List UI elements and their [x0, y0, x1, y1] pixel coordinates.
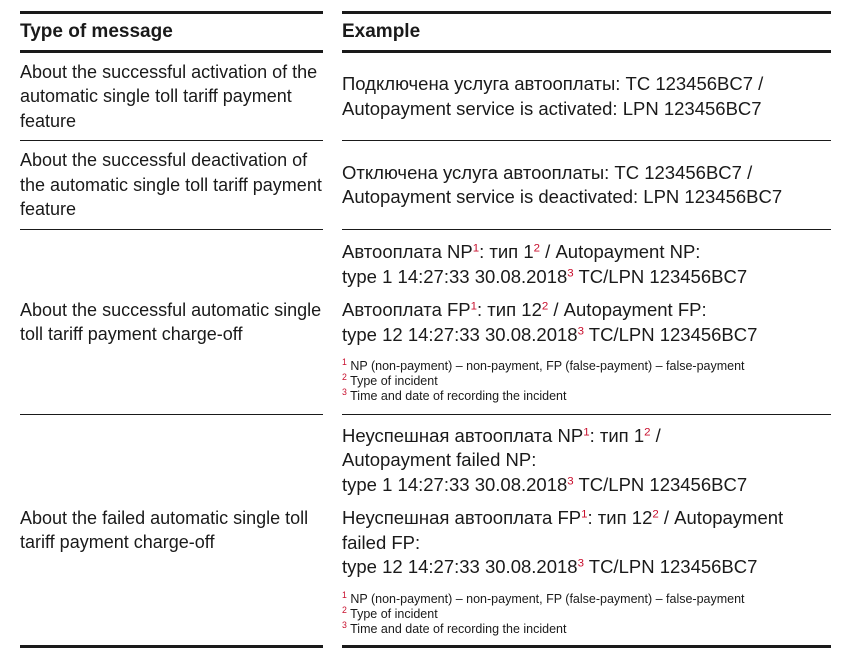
example-fp: Автооплата $FP^1$: тип $12^2$ / Autopayment FP: type 12 14:27:33 30.08.2018$^3$ TC/LPN 123456BC7	[342, 299, 758, 345]
row4-type: About the failed automatic single toll tariff payment charge-off	[20, 507, 309, 552]
row1-example: Подключена услуга автооплаты: ТС 123456BC7 / Autopayment service is activated: LPN 123456BC7	[342, 73, 764, 119]
footnote-2: $^2$ Type of incident	[342, 372, 438, 388]
bottom-rule	[20, 645, 323, 648]
footnotes	[342, 589, 831, 637]
row2-type: About the successful deactivation of the automatic single toll tariff payment feature	[20, 150, 322, 220]
example-np: Автооплата $NP^1$: тип $1^2$ / Autopayment NP: type 1 14:27:33 30.08.2018$^3$ TC/LPN 123456BC7	[342, 241, 748, 287]
header-type-of-message: Type of message	[20, 21, 173, 42]
bottom-rule	[342, 645, 831, 648]
footnote-3: $^3$ Time and date of recording the incident	[342, 387, 567, 403]
footnote-1: $^1$ NP (non-payment) – non-payment, FP (false-payment) – false-payment	[342, 589, 745, 606]
row1-type: About the successful activation of the automatic single toll tariff payment feature	[20, 61, 318, 131]
row3-example	[342, 230, 831, 414]
footnote-2: $^2$ Type of incident	[342, 604, 438, 621]
example-failed-fp: Неуспешная автооплата $FP^1$: тип $12^2$ / Autopayment failed FP: type 12 14:27:33 30.08.2018$^3$ TC/LPN 123456BC7	[342, 507, 784, 577]
footnote-3: $^3$ Time and date of recording the incident	[342, 619, 567, 636]
row4-example	[342, 415, 831, 645]
row3-type: About the successful automatic single toll tariff payment charge-off	[20, 299, 322, 344]
example-failed-np: Неуспешная автооплата $NP^1$: тип $1^2$ / Autopayment failed NP: type 1 14:27:33 30.08.2018$^3$ TC/LPN 123456BC7	[342, 424, 748, 495]
row2-example: Отключена услуга автооплаты: ТС 123456BC7 / Autopayment service is deactivated: LPN 123456BC7	[342, 161, 783, 207]
footnote-1: $^1$ NP (non-payment) – non-payment, FP (false-payment) – false-payment	[342, 357, 745, 373]
footnotes	[342, 359, 831, 404]
header-example: Example	[342, 21, 421, 42]
